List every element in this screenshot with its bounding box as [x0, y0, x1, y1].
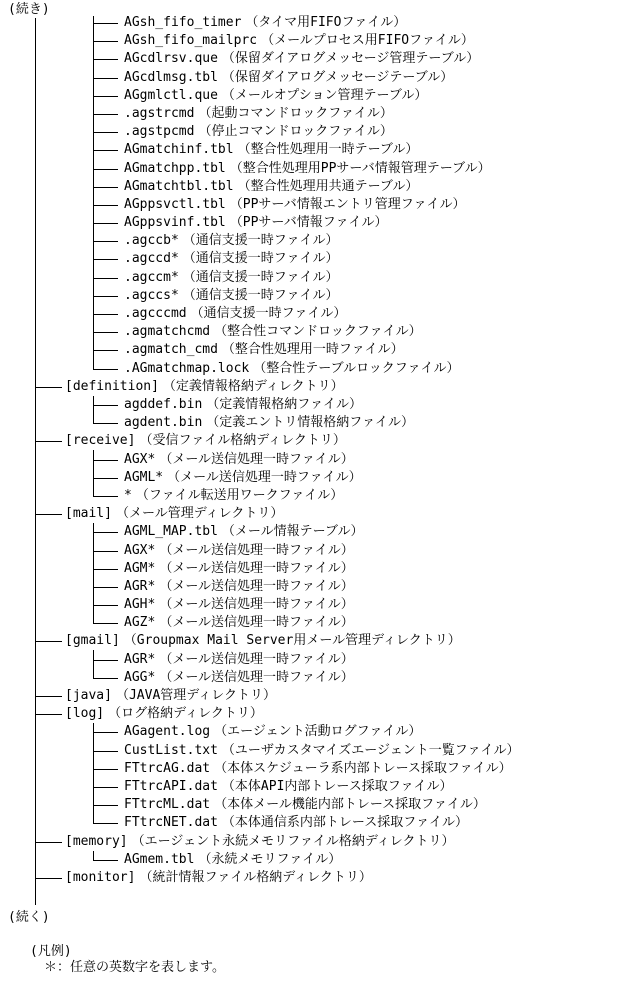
tree-file-item-description: （保留ダイアログメッセージテーブル） — [221, 69, 454, 85]
tree-branch-tick — [93, 460, 118, 461]
tree-file-item-description: （メール送信処理一時ファイル） — [159, 560, 354, 576]
tree-file-item-name: AGsh_fifo_mailprc — [124, 33, 258, 49]
tree-branch-tick — [93, 605, 118, 606]
tree-directory-item-description: （統計情報ファイル格納ディレクトリ） — [139, 869, 372, 885]
tree-file-item — [124, 542, 354, 560]
tree-directory-item — [65, 632, 461, 650]
tree-file-item-name: AGppsvctl.tbl — [124, 196, 226, 212]
tree-file-item-name: agdent.bin — [124, 415, 203, 431]
tree-file-item — [124, 651, 354, 669]
tree-branch-tick — [35, 878, 62, 879]
tree-file-item-description: （整合性処理用PPサーバ情報管理テーブル） — [229, 160, 491, 176]
tree-file-item-name: .agccd* — [124, 251, 179, 267]
tree-file-item-name: FTtrcML.dat — [124, 797, 211, 813]
tree-file-item — [124, 614, 354, 632]
tree-branch-tick — [93, 732, 118, 733]
tree-branch-tick — [93, 423, 118, 424]
tree-file-item-name: .AGmatchmap.lock — [124, 360, 250, 376]
tree-file-item-description: （通信支援一時ファイル） — [182, 287, 339, 303]
legend-title: (凡例) — [30, 944, 72, 959]
tree-group-line — [93, 16, 94, 370]
tree-file-item-description: （起動コマンドロックファイル） — [198, 105, 393, 121]
tree-file-item-description: （メールプロセス用FIFOファイル） — [261, 33, 474, 49]
tree-file-item-name: AGG* — [124, 669, 156, 685]
tree-directory-item-description: （Groupmax Mail Server用メール管理ディレクトリ） — [123, 633, 461, 649]
tree-directory-item-name: [monitor] — [65, 869, 136, 885]
tree-file-item-name: FTtrcAPI.dat — [124, 778, 218, 794]
tree-file-item-description: （メール送信処理一時ファイル） — [159, 615, 354, 631]
tree-file-item-name: agddef.bin — [124, 396, 203, 412]
tree-file-item-name: AGML_MAP.tbl — [124, 524, 218, 540]
tree-file-item — [124, 178, 418, 196]
tree-branch-tick — [93, 496, 118, 497]
tree-file-item — [124, 814, 468, 832]
tree-branch-tick — [93, 23, 118, 24]
tree-file-item-description: （PPサーバ情報エントリ管理ファイル） — [229, 196, 466, 212]
tree-file-item — [124, 250, 339, 268]
tree-branch-tick — [93, 769, 118, 770]
tree-file-item — [124, 323, 422, 341]
tree-file-item-name: AGcdlrsv.que — [124, 51, 218, 67]
tree-file-item-name: AGZ* — [124, 615, 156, 631]
tree-branch-tick — [93, 678, 118, 679]
tree-file-item — [124, 232, 339, 250]
tree-branch-tick — [93, 169, 118, 170]
tree-branch-tick — [93, 296, 118, 297]
tree-branch-tick — [93, 569, 118, 570]
continued-on-next-label: (続く) — [8, 910, 50, 925]
tree-file-item-name: AGagent.log — [124, 724, 211, 740]
tree-directory-item — [65, 687, 276, 705]
tree-branch-tick — [93, 114, 118, 115]
tree-file-item-name: .agccs* — [124, 287, 179, 303]
tree-file-item-description: （メール送信処理一時ファイル） — [159, 651, 354, 667]
tree-directory-item — [65, 833, 455, 851]
tree-group-line — [93, 450, 94, 497]
tree-branch-tick — [93, 205, 118, 206]
tree-file-item — [124, 851, 341, 869]
tree-file-item — [124, 578, 354, 596]
tree-file-item — [124, 560, 354, 578]
tree-file-item — [124, 269, 339, 287]
tree-file-item-description: （通信支援一時ファイル） — [182, 269, 339, 285]
tree-branch-tick — [35, 387, 62, 388]
tree-file-item-name: AGM* — [124, 560, 156, 576]
tree-directory-item-name: [memory] — [65, 833, 128, 849]
tree-directory-item-name: [definition] — [65, 378, 159, 394]
tree-file-item-name: AGmatchpp.tbl — [124, 160, 226, 176]
tree-file-item — [124, 141, 418, 159]
tree-trunk-line — [35, 18, 36, 905]
tree-file-item-name: AGmem.tbl — [124, 851, 195, 867]
tree-file-item — [124, 196, 466, 214]
tree-file-item — [124, 32, 474, 50]
tree-file-item — [124, 451, 354, 469]
tree-branch-tick — [93, 350, 118, 351]
tree-file-item-description: （保留ダイアログメッセージ管理テーブル） — [221, 51, 480, 67]
tree-file-item-name: AGML* — [124, 469, 164, 485]
tree-branch-tick — [35, 514, 62, 515]
tree-file-item-description: （メール情報テーブル） — [221, 524, 364, 540]
tree-file-item — [124, 14, 406, 32]
tree-file-item-description: （本体スケジューラ系内部トレース採取ファイル） — [214, 760, 512, 776]
tree-file-item-description: （ファイル転送用ワークファイル） — [135, 487, 344, 503]
tree-file-item-description: （メール送信処理一時ファイル） — [159, 451, 354, 467]
tree-file-item-description: （通信支援一時ファイル） — [182, 233, 339, 249]
tree-file-item-description: （整合性コマンドロックファイル） — [214, 324, 422, 340]
tree-file-item-description: （メール送信処理一時ファイル） — [159, 542, 354, 558]
tree-file-item-name: AGsh_fifo_timer — [124, 15, 242, 30]
tree-file-item-name: AGmatchinf.tbl — [124, 142, 234, 158]
tree-file-item-description: （メール送信処理一時ファイル） — [159, 669, 354, 685]
tree-directory-item — [65, 705, 263, 723]
tree-branch-tick — [93, 78, 118, 79]
tree-file-item-name: AGH* — [124, 597, 156, 613]
tree-directory-item — [65, 505, 283, 523]
tree-group-line — [93, 523, 94, 624]
tree-file-item — [124, 341, 404, 359]
tree-file-item — [124, 596, 354, 614]
tree-directory-item-name: [receive] — [65, 433, 136, 449]
tree-file-item — [124, 523, 364, 541]
tree-file-item-description: （定義エントリ情報格納ファイル） — [206, 415, 415, 431]
tree-file-item — [124, 50, 479, 68]
tree-file-item-description: （整合性テーブルロックファイル） — [253, 360, 460, 376]
tree-file-item — [124, 396, 362, 414]
tree-file-item-name: .agmatch_cmd — [124, 342, 218, 358]
tree-file-item — [124, 742, 520, 760]
tree-branch-tick — [93, 823, 118, 824]
tree-file-item-description: （通信支援一時ファイル） — [190, 306, 347, 322]
tree-file-item-name: AGR* — [124, 578, 156, 594]
tree-file-item-name: .agccm* — [124, 269, 179, 285]
tree-file-item — [124, 796, 486, 814]
tree-group-line — [93, 396, 94, 424]
tree-file-item — [124, 305, 346, 323]
tree-file-item — [124, 669, 354, 687]
tree-file-item-name: CustList.txt — [124, 742, 218, 758]
tree-file-item-name: AGX* — [124, 542, 156, 558]
tree-file-item-description: （ユーザカスタマイズエージェント一覧ファイル） — [221, 742, 520, 758]
tree-branch-tick — [93, 551, 118, 552]
tree-file-item-description: （エージェント活動ログファイル） — [214, 724, 422, 740]
tree-directory-item-description: （メール管理ディレクトリ） — [115, 506, 284, 522]
tree-directory-item-name: [java] — [65, 688, 112, 704]
tree-branch-tick — [35, 641, 62, 642]
tree-branch-tick — [93, 332, 118, 333]
tree-file-item-description: （停止コマンドロックファイル） — [198, 124, 393, 140]
tree-file-item-name: .agccb* — [124, 233, 179, 249]
tree-file-item-description: （本体通信系内部トレース採取ファイル） — [221, 815, 469, 831]
tree-branch-tick — [93, 59, 118, 60]
tree-file-item-description: （メールオプション管理テーブル） — [221, 87, 428, 103]
tree-directory-item-name: [log] — [65, 706, 105, 722]
tree-file-item — [124, 360, 460, 378]
tree-file-item — [124, 69, 453, 87]
tree-file-item — [124, 414, 414, 432]
tree-file-item — [124, 123, 393, 141]
tree-directory-item-description: （JAVA管理ディレクトリ） — [115, 688, 276, 704]
tree-branch-tick — [93, 587, 118, 588]
tree-file-item-name: .agcccmd — [124, 306, 187, 322]
tree-directory-item-description: （受信ファイル格納ディレクトリ） — [139, 433, 346, 449]
tree-file-item — [124, 469, 362, 487]
tree-file-item — [124, 160, 491, 178]
tree-branch-tick — [93, 150, 118, 151]
tree-file-item-description: （通信支援一時ファイル） — [182, 251, 339, 267]
tree-group-line — [93, 723, 94, 824]
tree-file-item-name: * — [124, 487, 132, 503]
tree-branch-tick — [35, 696, 62, 697]
tree-branch-tick — [35, 441, 62, 442]
tree-file-item — [124, 778, 453, 796]
tree-branch-tick — [93, 314, 118, 315]
tree-file-item-description: （整合性処理用共通テーブル） — [237, 178, 419, 194]
tree-branch-tick — [93, 787, 118, 788]
tree-file-item-name: FTtrcNET.dat — [124, 815, 218, 831]
tree-file-item-name: AGX* — [124, 451, 156, 467]
tree-file-item-description: （整合性処理用一時テーブル） — [237, 142, 419, 158]
tree-file-item-name: AGmatchtbl.tbl — [124, 178, 234, 194]
tree-file-item-name: AGppsvinf.tbl — [124, 215, 226, 231]
tree-file-item-description: （PPサーバ情報ファイル） — [229, 215, 388, 231]
tree-branch-tick — [93, 405, 118, 406]
tree-branch-tick — [35, 714, 62, 715]
tree-file-item-name: .agstrcmd — [124, 105, 195, 121]
tree-directory-item-description: （ログ格納ディレクトリ） — [108, 706, 263, 722]
tree-file-item-name: FTtrcAG.dat — [124, 760, 211, 776]
tree-branch-tick — [93, 41, 118, 42]
tree-branch-tick — [93, 860, 118, 861]
tree-group-line — [93, 851, 94, 861]
tree-directory-item — [65, 869, 372, 887]
tree-file-item-name: AGR* — [124, 651, 156, 667]
tree-file-item-name: .agstpcmd — [124, 124, 195, 140]
tree-branch-tick — [93, 623, 118, 624]
tree-file-item — [124, 487, 343, 505]
tree-file-item-description: （メール送信処理一時ファイル） — [159, 597, 354, 613]
tree-file-item-name: AGgmlctl.que — [124, 87, 218, 103]
tree-file-item-name: .agmatchcmd — [124, 324, 211, 340]
tree-file-item-description: （タイマ用FIFOファイル） — [245, 15, 407, 30]
tree-branch-tick — [35, 842, 62, 843]
tree-file-item — [124, 760, 512, 778]
tree-branch-tick — [93, 132, 118, 133]
tree-branch-tick — [93, 223, 118, 224]
tree-branch-tick — [93, 660, 118, 661]
tree-file-item-description: （永続メモリファイル） — [198, 851, 342, 867]
tree-branch-tick — [93, 278, 118, 279]
tree-file-item-description: （メール送信処理一時ファイル） — [159, 578, 354, 594]
tree-directory-item-description: （エージェント永続メモリファイル格納ディレクトリ） — [131, 833, 455, 849]
tree-file-item — [124, 87, 427, 105]
legend-item-asterisk: ＊：任意の英数字を表します。 — [44, 960, 225, 975]
tree-file-item-description: （本体API内部トレース採取ファイル） — [221, 778, 453, 794]
tree-file-item-description: （メール送信処理一時ファイル） — [167, 469, 362, 485]
tree-file-item — [124, 214, 388, 232]
tree-directory-item-description: （定義情報格納ディレクトリ） — [162, 378, 344, 394]
tree-branch-tick — [93, 259, 118, 260]
tree-branch-tick — [93, 369, 118, 370]
tree-branch-tick — [93, 805, 118, 806]
tree-directory-item-name: [gmail] — [65, 633, 120, 649]
tree-branch-tick — [93, 751, 118, 752]
tree-file-item — [124, 723, 421, 741]
tree-branch-tick — [93, 187, 118, 188]
tree-directory-item-name: [mail] — [65, 506, 112, 522]
tree-branch-tick — [93, 241, 118, 242]
tree-file-item-description: （本体メール機能内部トレース採取ファイル） — [214, 797, 486, 813]
tree-branch-tick — [93, 478, 118, 479]
tree-file-item-name: AGcdlmsg.tbl — [124, 69, 218, 85]
continued-from-previous-label: (続き) — [8, 2, 50, 17]
tree-file-item-description: （整合性処理用一時ファイル） — [221, 342, 404, 358]
tree-group-line — [93, 650, 94, 679]
tree-branch-tick — [93, 532, 118, 533]
tree-file-item-description: （定義情報格納ファイル） — [206, 396, 363, 412]
tree-branch-tick — [93, 96, 118, 97]
tree-directory-item — [65, 432, 346, 450]
tree-file-item — [124, 287, 339, 305]
tree-directory-item — [65, 378, 344, 396]
tree-file-item — [124, 105, 393, 123]
